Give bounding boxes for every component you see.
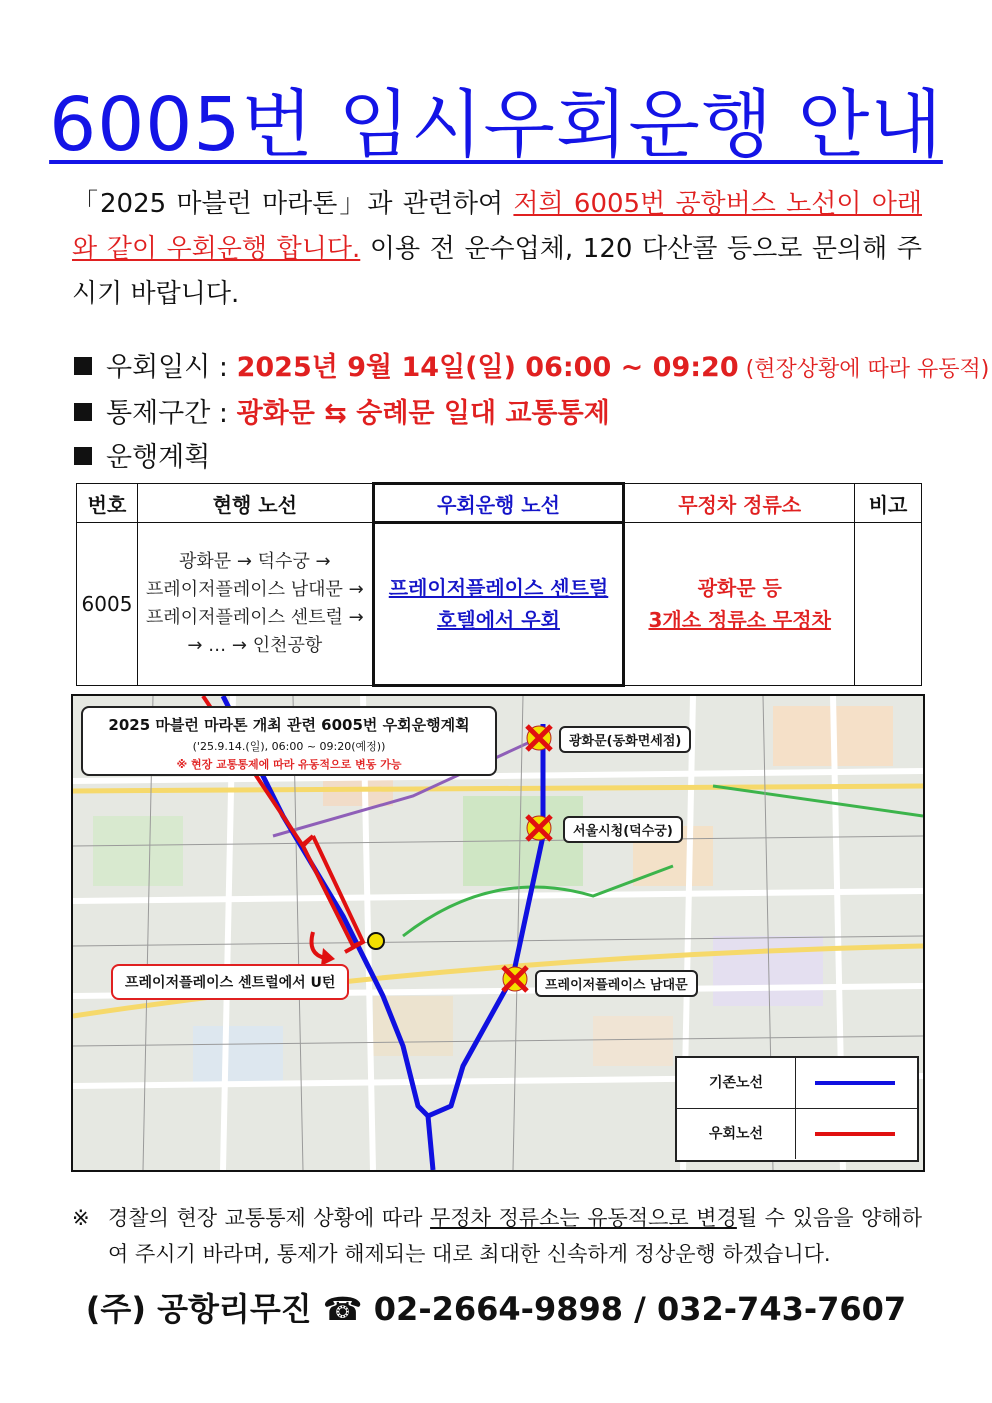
footnote-text-2: 될 수 있음을 양해하여 주시기 바라며, 통제가 해제되는 대로 최대한 신속하게 정상운행 하겠습니다. bbox=[108, 1206, 922, 1266]
skip-mark-icon bbox=[527, 816, 551, 840]
intro-highlight: 저희 6005번 공항버스 노선이 아래와 같이 우회운행 합니다. bbox=[72, 189, 922, 264]
cell-detour-route bbox=[373, 523, 624, 686]
legend-label-detour: 우회노선 bbox=[677, 1109, 796, 1159]
page-title: 6005번 임시우회운행 안내 bbox=[49, 82, 943, 168]
detour-line: 프레이저플레이스 센트럴 bbox=[388, 576, 609, 600]
header-number: 번호 bbox=[77, 484, 138, 523]
cell-remark bbox=[855, 523, 922, 686]
intro-text-1: 「2025 마블런 마라톤」과 관련하여 bbox=[72, 189, 514, 219]
legend-row-existing bbox=[677, 1058, 917, 1109]
cell-number: 6005 bbox=[77, 523, 138, 686]
route-map bbox=[71, 694, 925, 1172]
legend-row-detour bbox=[677, 1109, 917, 1159]
intro-paragraph bbox=[72, 182, 922, 317]
stop-label-gwanghwamun: 광화문(동화면세점) bbox=[559, 726, 691, 753]
stop-label-namdaemun: 프레이저플레이스 남대문 bbox=[535, 970, 698, 997]
map-title-box bbox=[81, 706, 497, 776]
bullet-section bbox=[74, 392, 934, 436]
footnote-underlined: 무정차 정류소는 유동적으로 변경 bbox=[430, 1206, 737, 1230]
legend-line-red bbox=[815, 1132, 895, 1136]
detour-line: 호텔에서 우회 bbox=[437, 608, 560, 632]
header-remark: 비고 bbox=[855, 484, 922, 523]
square-bullet-icon bbox=[74, 403, 92, 421]
company-contact: (주) 공항리무진 ☎ 02-2664-9898 / 032-743-7607 bbox=[85, 1290, 907, 1328]
legend-label-existing: 기존노선 bbox=[677, 1058, 796, 1108]
route-line: 프레이저플레이스 센트럴 → bbox=[145, 607, 364, 628]
operation-plan-table bbox=[76, 482, 922, 687]
header-current-route: 현행 노선 bbox=[137, 484, 373, 523]
footnote-body bbox=[108, 1200, 922, 1272]
cell-skipped-stops bbox=[624, 523, 855, 686]
square-bullet-icon bbox=[74, 357, 92, 375]
intro-text-3: 이용 전 운수업체, 120 다산콜 등으로 문의해 주시기 바랍니다. bbox=[72, 234, 922, 309]
bullet-plan bbox=[74, 436, 934, 480]
bullet-date bbox=[74, 346, 990, 392]
stop-line-1: 광화문 등 bbox=[697, 576, 782, 600]
map-title: 2025 마블런 마라톤 개최 관련 6005번 우회운행계획 bbox=[108, 716, 470, 734]
date-value: 2025년 9월 14일(일) 06:00 ~ 09:20 bbox=[236, 352, 739, 383]
square-bullet-icon bbox=[74, 447, 92, 465]
uturn-label: 프레이저플레이스 센트럴에서 U턴 bbox=[111, 964, 349, 1000]
map-subtitle: ('25.9.14.(일), 06:00 ~ 09:20(예정)) bbox=[192, 740, 386, 753]
route-line: → … → 인천공항 bbox=[187, 635, 323, 656]
stop-line-2: 3개소 정류소 무정차 bbox=[648, 608, 831, 632]
date-note: (현장상황에 따라 유동적) bbox=[738, 357, 990, 382]
skip-mark-icon bbox=[503, 967, 527, 991]
info-bullets bbox=[74, 346, 990, 480]
footnote bbox=[72, 1200, 922, 1272]
map-legend bbox=[675, 1056, 919, 1162]
cell-current-route bbox=[137, 523, 373, 686]
route-line: 프레이저플레이스 남대문 → bbox=[145, 579, 364, 600]
stop-label-city-hall: 서울시청(덕수궁) bbox=[563, 816, 683, 843]
header-detour-route: 우회운행 노선 bbox=[373, 484, 624, 523]
date-label: 우회일시 : bbox=[106, 352, 237, 383]
footnote-text-1: 경찰의 현장 교통통제 상황에 따라 bbox=[108, 1206, 431, 1230]
header-skipped-stops: 무정차 정류소 bbox=[624, 484, 855, 523]
map-warning: ※ 현장 교통통제에 따라 유동적으로 변동 가능 bbox=[176, 758, 402, 771]
section-value: 광화문 ⇆ 숭례문 일대 교통통제 bbox=[236, 398, 610, 429]
plan-label: 운행계획 bbox=[106, 442, 211, 473]
route-line: 광화문 → 덕수궁 → bbox=[178, 551, 331, 572]
skip-mark-icon bbox=[527, 726, 551, 750]
section-label: 통제구간 : bbox=[106, 398, 237, 429]
legend-line-blue bbox=[815, 1081, 895, 1085]
reference-mark: ※ bbox=[72, 1206, 90, 1230]
